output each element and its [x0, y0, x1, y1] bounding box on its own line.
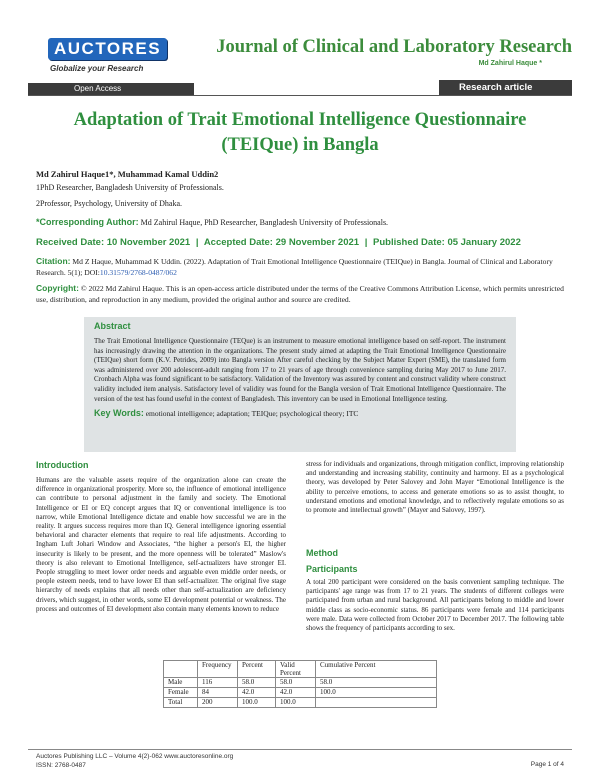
corresponding-author [36, 217, 388, 227]
table-cell: 200 [198, 698, 238, 708]
table-header-cell [164, 661, 198, 678]
paper-title [28, 108, 572, 158]
citation-label: Citation: [36, 256, 71, 266]
affiliation-1: 1PhD Researcher, Bangladesh University of Professionals. [36, 183, 224, 192]
introduction-heading: Introduction [36, 460, 89, 470]
header-divider [28, 95, 572, 96]
abstract-box [84, 317, 516, 452]
method-heading: Method [306, 548, 338, 558]
keywords-label: Key Words: [94, 408, 144, 419]
article-dates [36, 237, 521, 248]
doi-link[interactable]: 10.31579/2768-0487/062 [99, 268, 177, 277]
footer-volume: Auctores Publishing LLC – Volume 4(2)-062 www.auctoresonline.org [36, 753, 234, 760]
table-cell: Male [164, 678, 198, 688]
copyright [36, 283, 566, 305]
citation [36, 256, 566, 278]
footer-publisher [36, 752, 233, 770]
table-cell: Total [164, 698, 198, 708]
footer-issn: ISSN: 2768-0487 [36, 762, 86, 769]
table-cell: 58.0 [316, 678, 437, 688]
copyright-text: © 2022 Md Zahirul Haque. This is an open-access article distributed under the terms of the Creative Commons Attribution License, which permits unrestricted use, distribution, and reproduction in any medium, provided the original author and source are credited. [36, 284, 564, 304]
table-cell: 84 [198, 688, 238, 698]
paper-title-line-1: Adaptation of Trait Emotional Intelligence Questionnaire [73, 110, 527, 130]
table-cell: 100.0 [316, 688, 437, 698]
table-cell: 100.0 [238, 698, 276, 708]
table-row [164, 688, 437, 698]
abstract-body: The Trait Emotional Intelligence Questionnaire (TEQue) is an instrument to measure emotional intelligence based on self-report. The instrument has increasingly drawing the attention in the organizations. The present study aimed at adapting the Trait Emotional Intelligence Questionnaire (TEIQue) short form (K.V. Petrides, 2009) into Bangla version After careful checking by the Subject Matter Expert (SME), the translated form was administered over 200 adolescent-adult ranging from 17 to 21 years of age through convenience sampling during May 2017 to June 2017. Cronbach Alpha was found significant to be satisfactory. Validation of the Inventory was assured by content and construct validity where construct validity included item analysis. Satisfactory level of validity was found for the Bangla version of Trait Emotional Intelligence Questionnaire. The version of the test has found useful in the context of Bangladesh. This inventory can be used in Emotional Intelligence testing. [94, 337, 506, 403]
table-row [164, 698, 437, 708]
table-cell: 58.0 [238, 678, 276, 688]
participants-heading: Participants [306, 564, 358, 574]
date-separator: | [364, 237, 368, 248]
keywords [94, 408, 506, 418]
citation-text: Md Z Haque, Muhammad K Uddin. (2022). Adaptation of Trait Emotional Intelligence Questionnaire (TEIQue) in Bangla. Journal of Clinical and Laboratory Research. 5(1); DOI: [36, 257, 553, 277]
corresponding-label: *Corresponding Author: [36, 217, 139, 227]
table-cell: 42.0 [276, 688, 316, 698]
table-row [164, 678, 437, 688]
open-access-badge: Open Access [28, 83, 194, 95]
copyright-label: Copyright: [36, 283, 79, 293]
table-header-cell: Percent [238, 661, 276, 678]
journal-title: Journal of Clinical and Laboratory Research [216, 37, 572, 57]
table-cell: 58.0 [276, 678, 316, 688]
running-author: Md Zahirul Haque * [478, 60, 542, 67]
published-date: Published Date: 05 January 2022 [373, 237, 521, 248]
table-header-cell: Frequency [198, 661, 238, 678]
article-type-badge: Research article [439, 80, 572, 95]
table-cell: 100.0 [276, 698, 316, 708]
table-cell [316, 698, 437, 708]
page-number: Page 1 of 4 [530, 761, 564, 768]
author-list: Md Zahirul Haque1*, Muhammad Kamal Uddin2 [36, 169, 219, 179]
accepted-date: Accepted Date: 29 November 2021 [203, 237, 360, 248]
logo-text: AUCTORES [48, 38, 167, 60]
frequency-table [163, 660, 437, 708]
abstract-heading: Abstract [94, 321, 131, 331]
table-header-row [164, 661, 437, 678]
received-date: Received Date: 10 November 2021 [36, 237, 191, 248]
journal-logo [28, 38, 178, 74]
introduction-continued: stress for individuals and organizations, through mitigation conflict, improving relationship and understanding and increasing stability, continuity and harmony. EI as a psychological theory, was developed by Peter Salovey and John Mayer “Emotional Intelligence is the ability to perceive emotions, to access and generate emotions so as to assist thought, to understand emotions and emotional knowledge, and to reflectively regulate emotions so as to promote and intellectual growth” (Mayer and Salovey, 1997). [306, 460, 564, 515]
keywords-text: emotional intelligence; adaptation; TEIQue; psychological theory; ITC [145, 409, 359, 419]
corresponding-text: Md Zahirul Haque, PhD Researcher, Bangladesh University of Professionals. [140, 218, 389, 227]
paper-title-line-2: (TEIQue) in Bangla [221, 135, 379, 155]
date-separator: | [195, 237, 199, 248]
introduction-text: Humans are the valuable assets require of the organization alone can create the difference in organizational prosperity. More so, the influence of emotional intelligence can contribute to personal adjustment in the family and society. The Emotional Intelligence or EI or EQ concept argues that IQ or conventional intelligence is too narrow, while Emotional Intelligence dictate and enable how successful we are in the reality. It argues success requires more than IQ. General intelligence ignoring essential behavioral and character elements that require to real life adjustments. According to Ingham Luft Johari Window and Associates, “the higher a person's EI, the higher insecurity is likely to be present, and the more openness will be tolerated” Maslow's theory is also relevant to Emotional Intelligence, self-actualizers have stronger EI. People struggling to meet lower order needs and arguable even middle order needs, or people esteem needs, tend to have lower EI than self-actualizer. The original five stage hierarchy of needs explains that all needs other than self-actualization are deficiency drivers, which suggest, in other words, some EI development potential or weakness. The process and outcomes of EI development also contain many elements known to reduce [36, 476, 286, 613]
table-cell: Female [164, 688, 198, 698]
footer-divider [28, 749, 572, 750]
affiliation-2: 2Professor, Psychology, University of Dhaka. [36, 199, 183, 208]
table-cell: 42.0 [238, 688, 276, 698]
table-header-cell: Cumulative Percent [316, 661, 437, 678]
logo-tagline: Globalize your Research [50, 64, 144, 73]
table-cell: 116 [198, 678, 238, 688]
participants-text: A total 200 participant were considered on the basis convenient sampling technique. The participants' age range was from 17 to 21 years. The students of different colleges were participated from urban and rural background. All participants belong to middle and lower middle class as socio-economic status. 86 participants were female and 114 participants were male. Data were collected from October 2017 to December 2017. The following table shows the frequency of participants according to sex. [306, 578, 564, 633]
table-header-cell: Valid Percent [276, 661, 316, 678]
